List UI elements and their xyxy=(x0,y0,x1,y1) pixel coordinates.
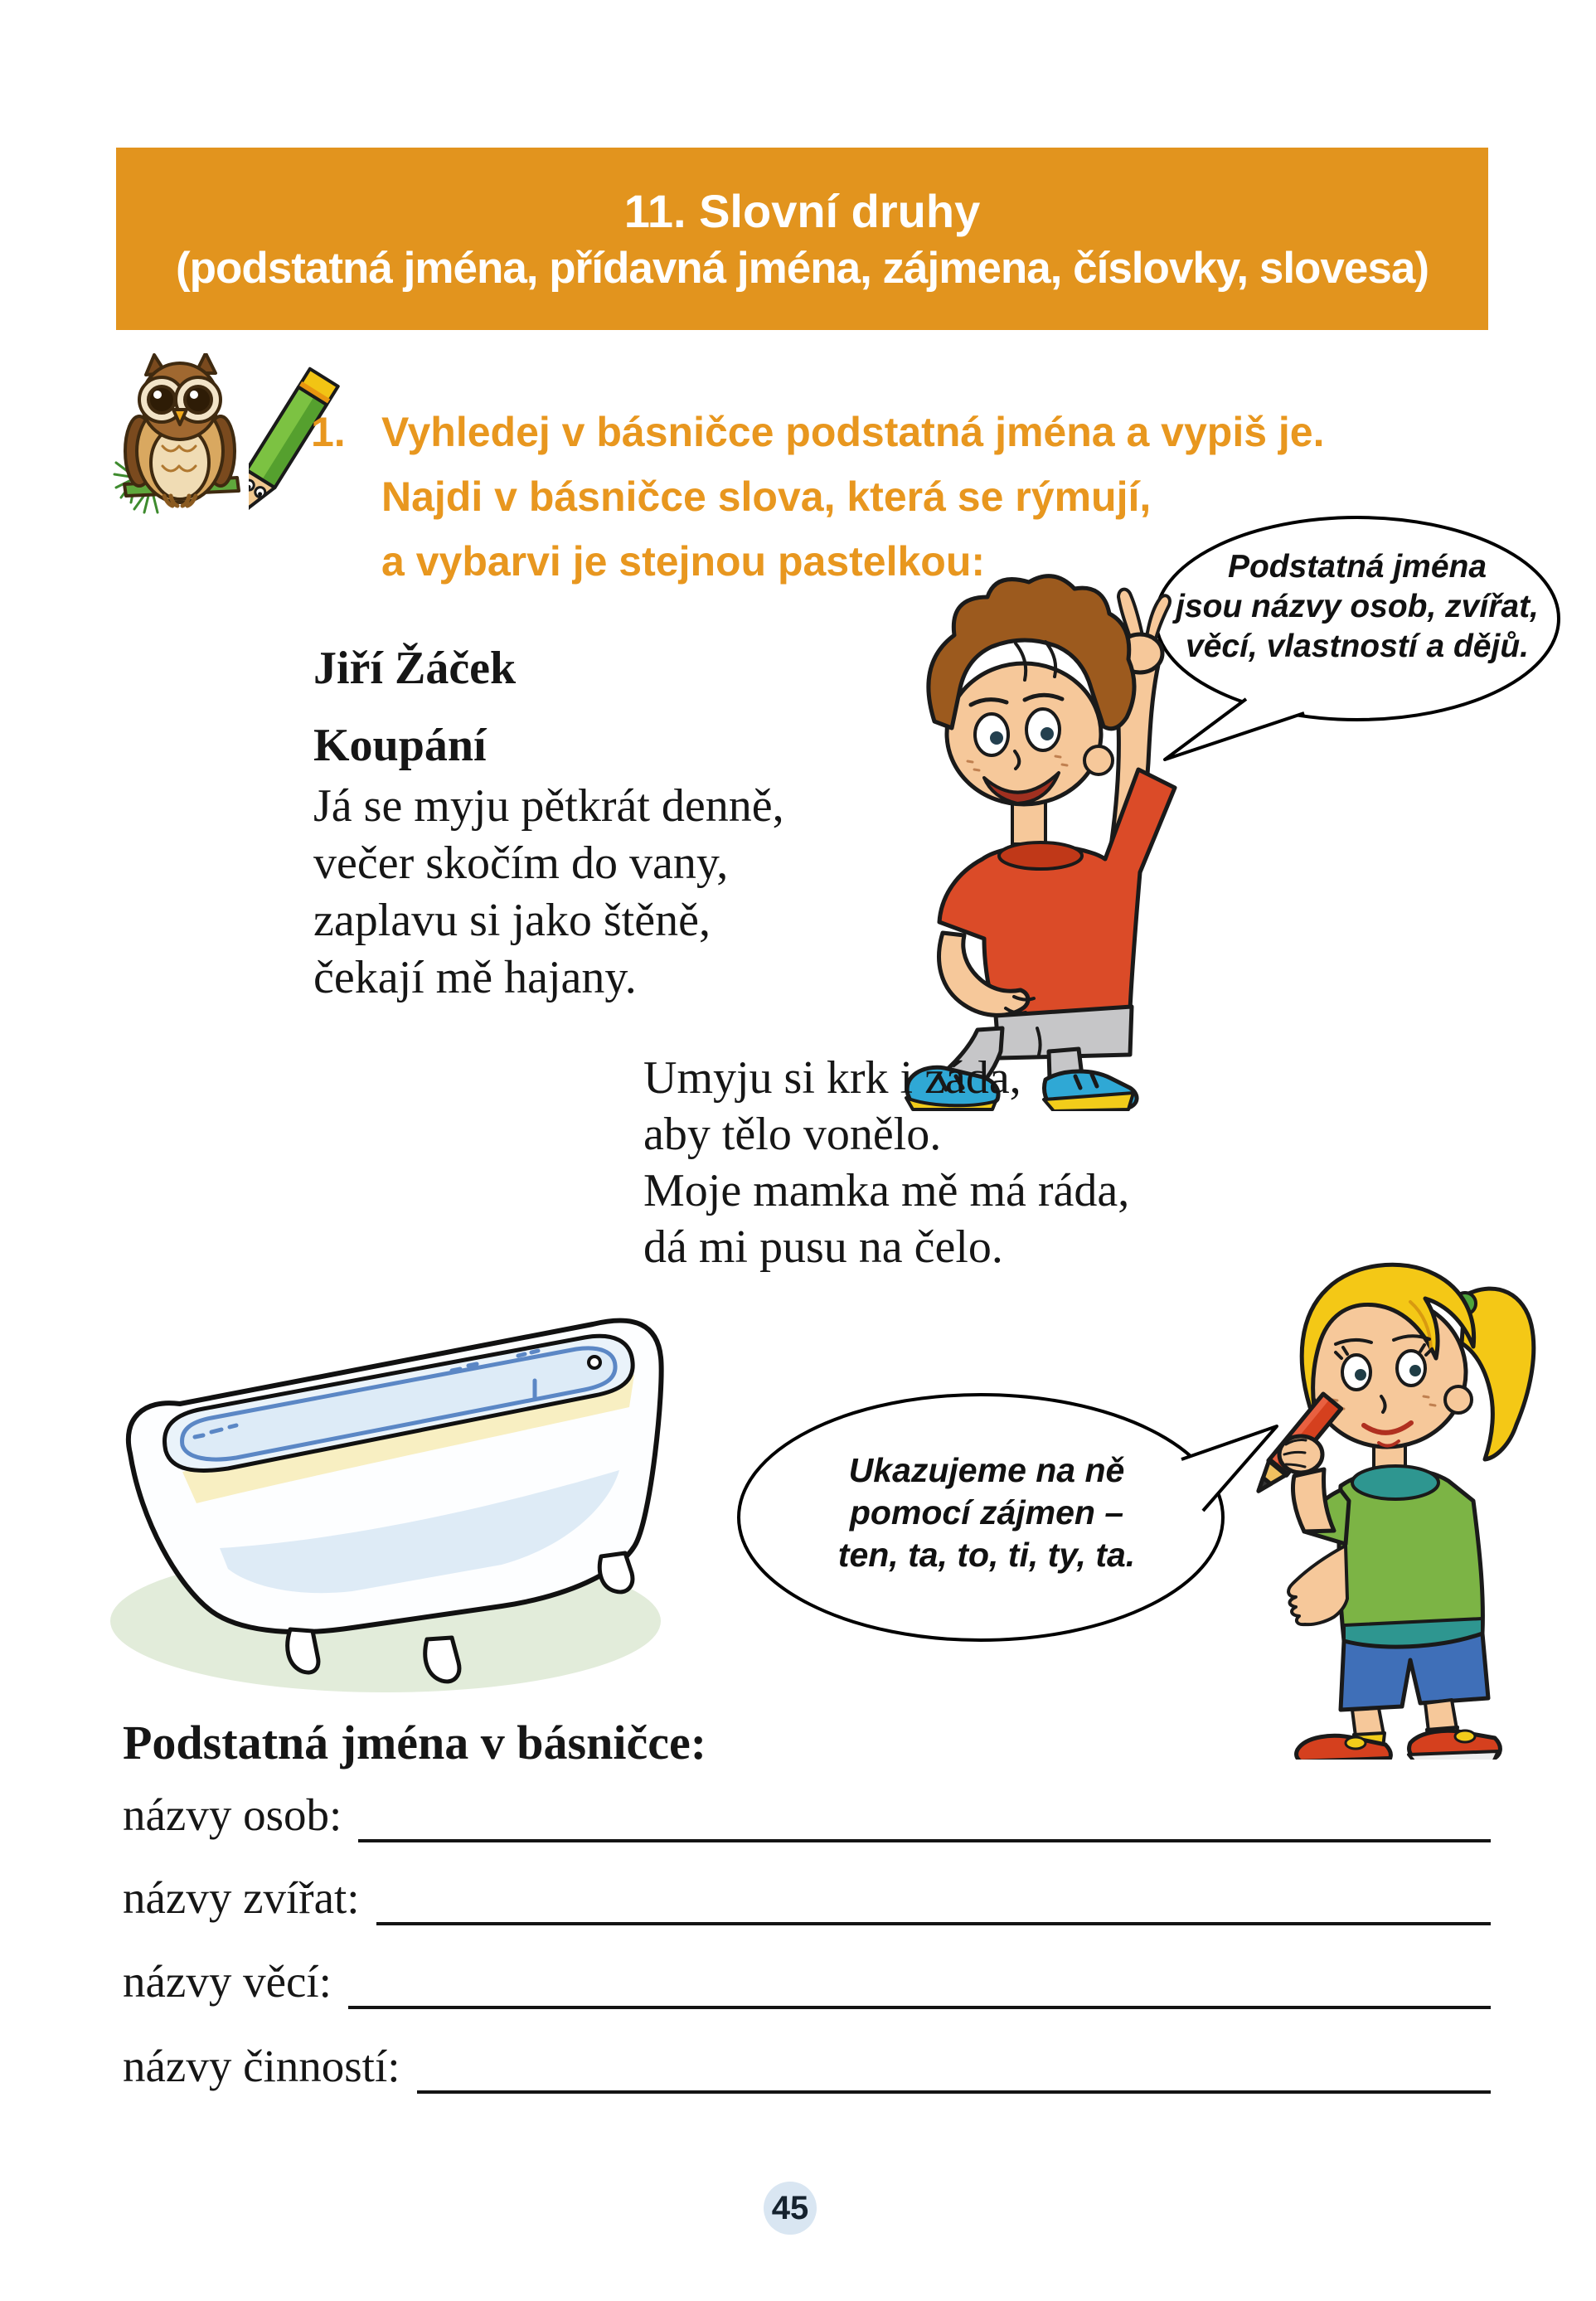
worksheet-heading: Podstatná jména v básničce: xyxy=(123,1716,707,1769)
fill-label-osob: názvy osob: xyxy=(123,1789,342,1840)
answer-line-zvirat xyxy=(376,1869,1491,1925)
owl-icon xyxy=(113,353,247,534)
poem-header xyxy=(313,630,516,784)
fill-label-veci: názvy věcí: xyxy=(123,1956,332,2007)
chapter-banner xyxy=(116,148,1488,330)
task-text-1: Vyhledej v básničce podstatná jména a vypiš je. xyxy=(381,409,1325,455)
boy-illustration xyxy=(891,564,1248,1111)
bubble-girl-line-3: ten, ta, to, ti, ty, ta. xyxy=(837,1536,1136,1574)
fill-row-veci xyxy=(123,1951,1491,2009)
poem-stanza-1 xyxy=(313,778,784,1007)
page-number: 45 xyxy=(771,2189,809,2226)
poem-line: dá mi pusu na čelo. xyxy=(643,1221,1003,1273)
answer-line-veci xyxy=(348,1953,1491,2009)
poem-line: čekají mě hajany. xyxy=(313,952,637,1003)
task-line-2: Najdi v básničce slova, která se rýmují, xyxy=(381,473,1152,520)
page-number-badge xyxy=(764,2182,817,2235)
poem-line: zaplavu si jako štěně, xyxy=(313,895,711,946)
poem-author: Jiří Žáček xyxy=(313,643,517,694)
task-number: 1. xyxy=(311,409,346,455)
bubble-girl-line-1: Ukazujeme na ně xyxy=(848,1451,1125,1489)
answer-line-osob xyxy=(358,1786,1491,1842)
girl-illustration xyxy=(1248,1237,1579,1760)
bubble-girl-line-2: pomocí zájmen – xyxy=(849,1493,1124,1532)
fill-row-zvirat xyxy=(123,1867,1491,1925)
chapter-subtitle: (podstatná jména, přídavná jména, zájmena, číslovky, slovesa) xyxy=(176,243,1429,293)
bubble-boy-line-3: věcí, vlastností a dějů. xyxy=(1186,629,1529,664)
poem-line: aby tělo vonělo. xyxy=(643,1109,942,1160)
answer-line-cinnosti xyxy=(417,2037,1491,2094)
poem-line: Já se myju pětkrát denně, xyxy=(313,780,784,832)
task-line-3: a vybarvi je stejnou pastelkou: xyxy=(381,538,986,585)
fill-row-cinnosti xyxy=(123,2036,1491,2094)
bubble-boy-line-1: Podstatná jména xyxy=(1227,549,1487,585)
poem-line: večer skočím do vany, xyxy=(313,837,729,889)
bubble-boy-line-2: jsou názvy osob, zvířat, xyxy=(1176,589,1539,624)
fill-label-zvirat: názvy zvířat: xyxy=(123,1872,360,1923)
fill-row-osob xyxy=(123,1784,1491,1842)
poem-line: Moje mamka mě má ráda, xyxy=(643,1165,1130,1216)
bathtub-illustration xyxy=(104,1273,684,1700)
bubble-girl-text xyxy=(775,1449,1198,1576)
poem-line: Umyju si krk i záda, xyxy=(643,1052,1021,1104)
task-line-1 xyxy=(311,400,1325,464)
fill-label-cinnosti: názvy činností: xyxy=(123,2041,400,2091)
poem-stanza-2 xyxy=(643,1050,1129,1275)
poem-title: Koupání xyxy=(313,720,487,771)
chapter-title: 11. Slovní druhy xyxy=(623,184,981,237)
